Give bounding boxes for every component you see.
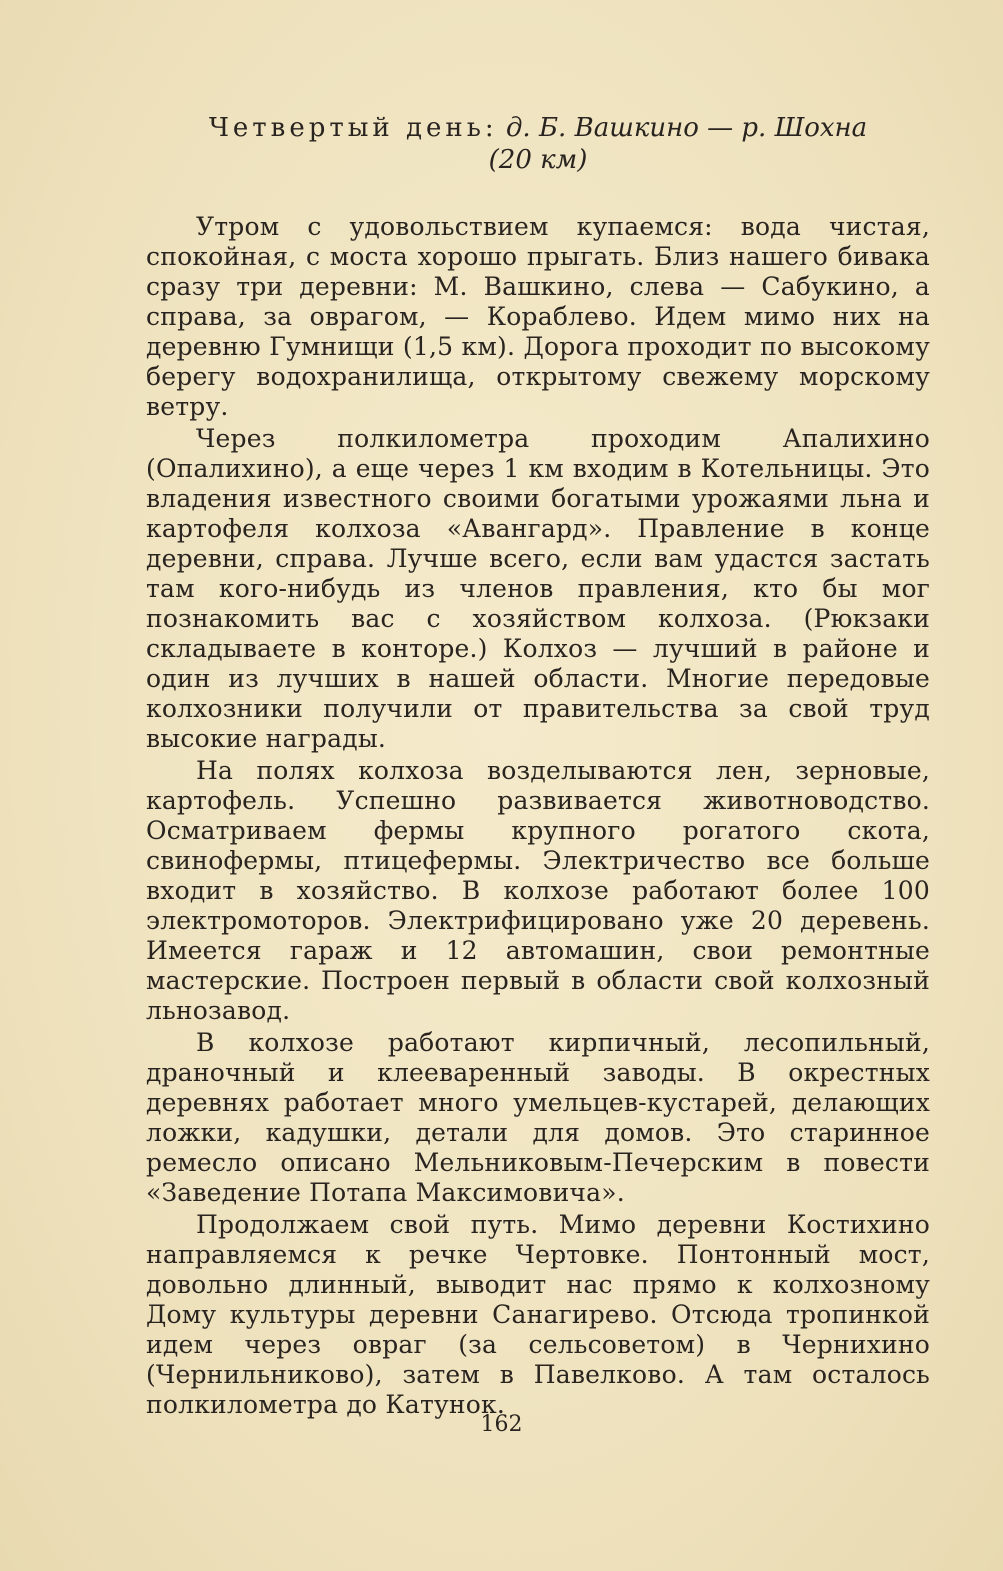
- chapter-heading: [146, 112, 930, 176]
- paragraph-4: В колхозе работают кирпичный, лесопильный, драночный и клееваренный заводы. В окрестных деревнях работает много умельцев-кустарей, делающих ложки, кадушки, детали для домов. Это старинное ремесло описано Мельниковым-Печерским в повести «Заведение Потапа Максимовича».: [146, 1028, 930, 1207]
- paragraph-1: Утром с удовольствием купаемся: вода чистая, спокойная, с моста хорошо прыгать. Близ нашего бивака сразу три деревни: М. Вашкино, слева — Сабукино, а справа, за оврагом, — Кораблево. Идем мимо них на деревню Гумнищи (1,5 км). Дорога проходит по высокому берегу водохранилища, открытому свежему морскому ветру.: [146, 212, 930, 421]
- heading-distance: (20 км): [488, 145, 588, 175]
- heading-label: Четвертый день:: [208, 113, 498, 143]
- paragraph-2: Через полкилометра проходим Апалихино (Опалихино), а еще через 1 км входим в Котельницы. Это владения известного своими богатыми урожаями льна и картофеля колхоза «Авангард». Правление в конце деревни, справа. Лучше всего, если вам удастся застать там кого-нибудь из членов правления, кто бы мог познакомить вас с хозяйством колхоза. (Рюкзаки складываете в конторе.) Колхоз — лучший в районе и один из лучших в нашей области. Многие передовые колхозники получили от правительства за свой труд высокие награды.: [146, 424, 930, 753]
- paragraph-3: На полях колхоза возделываются лен, зерновые, картофель. Успешно развивается животноводство. Осматриваем фермы крупного рогатого скота, свинофермы, птицефермы. Электричество все больше входит в хозяйство. В колхозе работают более 100 электромоторов. Электрифицировано уже 20 деревень. Имеется гараж и 12 автомашин, свои ремонтные мастерские. Построен первый в области свой колхозный льнозавод.: [146, 756, 930, 1025]
- page-number: 162: [480, 1412, 523, 1437]
- page-text: [146, 112, 930, 1422]
- paragraph-5: Продолжаем свой путь. Мимо деревни Костихино направляемся к речке Чертовке. Понтонный мост, довольно длинный, выводит нас прямо к колхозному Дому культуры деревни Санагирево. Отсюда тропинкой идем через овраг (за сельсоветом) в Чернихино (Чернильниково), затем в Павелково. А там осталось полкилометра до Катунок.: [146, 1210, 930, 1419]
- heading-route: д. Б. Вашкино — р. Шохна: [505, 113, 868, 143]
